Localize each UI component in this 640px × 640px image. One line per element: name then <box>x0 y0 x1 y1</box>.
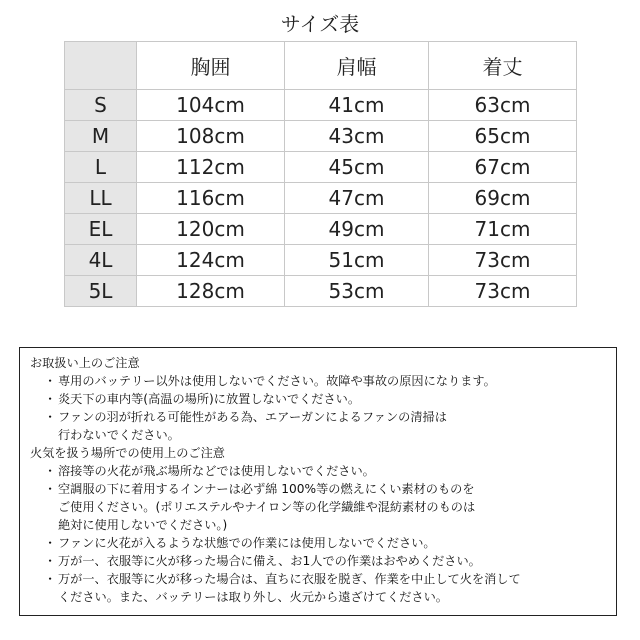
note-item-row <box>30 390 606 408</box>
length-value: 69cm <box>429 183 577 214</box>
fire-caution-list <box>30 462 606 606</box>
header-shoulder: 肩幅 <box>285 42 429 90</box>
size-label: EL <box>65 214 137 245</box>
note-item-text: ファンに火花が入るような状態での作業には使用しないでください。 <box>58 536 436 550</box>
size-label: M <box>65 121 137 152</box>
chest-value: 112cm <box>137 152 285 183</box>
bullet-icon: ・ <box>44 482 57 496</box>
size-table <box>64 41 577 307</box>
header-corner-cell <box>65 42 137 90</box>
table-row <box>65 183 577 214</box>
note-item-row <box>30 372 606 390</box>
table-row <box>65 214 577 245</box>
chest-value: 116cm <box>137 183 285 214</box>
note-item-text: ファンの羽が折れる可能性がある為、エアーガンによるファンの清掃は <box>58 410 447 424</box>
shoulder-value: 47cm <box>285 183 429 214</box>
table-header-row <box>65 42 577 90</box>
table-row <box>65 121 577 152</box>
note-item-row <box>30 534 606 552</box>
shoulder-value: 51cm <box>285 245 429 276</box>
note-item-row <box>30 462 606 480</box>
shoulder-value: 43cm <box>285 121 429 152</box>
handling-caution-list <box>30 372 606 444</box>
note-item-continuation: 行わないでください。 <box>58 428 180 442</box>
chest-value: 104cm <box>137 90 285 121</box>
size-label: L <box>65 152 137 183</box>
length-value: 73cm <box>429 245 577 276</box>
table-row <box>65 90 577 121</box>
chest-value: 108cm <box>137 121 285 152</box>
page-title: サイズ表 <box>280 12 360 36</box>
note-item-continuation: 絶対に使用しないでください。) <box>58 518 228 532</box>
note-item-row <box>30 552 606 570</box>
shoulder-value: 49cm <box>285 214 429 245</box>
size-label: 4L <box>65 245 137 276</box>
note-item-text: 溶接等の火花が飛ぶ場所などでは使用しないでください。 <box>58 464 375 478</box>
bullet-icon: ・ <box>44 536 57 550</box>
note-item-continuation: ください。また、バッテリーは取り外し、火元から遠ざけてください。 <box>58 590 448 604</box>
note-item-row <box>30 480 606 498</box>
header-chest: 胸囲 <box>137 42 285 90</box>
bullet-icon: ・ <box>44 410 57 424</box>
note-item-row <box>30 408 606 426</box>
note-item-text: 専用のバッテリー以外は使用しないでください。故障や事故の原因になります。 <box>58 374 496 388</box>
bullet-icon: ・ <box>44 464 57 478</box>
note-item-text: 炎天下の車内等(高温の場所)に放置しないでください。 <box>58 392 361 406</box>
size-label: 5L <box>65 276 137 307</box>
table-row <box>65 276 577 307</box>
note-item-continuation: ご使用ください。(ポリエステルやナイロン等の化学繊維や混紡素材のものは <box>58 500 476 514</box>
shoulder-value: 41cm <box>285 90 429 121</box>
length-value: 65cm <box>429 121 577 152</box>
chest-value: 124cm <box>137 245 285 276</box>
length-value: 63cm <box>429 90 577 121</box>
size-label: S <box>65 90 137 121</box>
note-item-text: 万が一、衣服等に火が移った場合は、直ちに衣服を脱ぎ、作業を中止して火を消して <box>58 572 521 586</box>
length-value: 67cm <box>429 152 577 183</box>
note-item-row <box>30 570 606 588</box>
size-label: LL <box>65 183 137 214</box>
bullet-icon: ・ <box>44 554 57 568</box>
chest-value: 128cm <box>137 276 285 307</box>
handling-caution-heading: お取扱い上のご注意 <box>30 356 140 370</box>
note-item-text: 万が一、衣服等に火が移った場合に備え、お1人での作業はおやめください。 <box>58 554 481 568</box>
note-item-text: 空調服の下に着用するインナーは必ず綿 100%等の燃えにくい素材のものを <box>58 482 475 496</box>
length-value: 73cm <box>429 276 577 307</box>
chest-value: 120cm <box>137 214 285 245</box>
bullet-icon: ・ <box>44 572 57 586</box>
fire-caution-heading: 火気を扱う場所での使用上のご注意 <box>30 446 225 460</box>
header-length: 着丈 <box>429 42 577 90</box>
bullet-icon: ・ <box>44 392 57 406</box>
bullet-icon: ・ <box>44 374 57 388</box>
shoulder-value: 53cm <box>285 276 429 307</box>
table-row <box>65 152 577 183</box>
table-row <box>65 245 577 276</box>
length-value: 71cm <box>429 214 577 245</box>
shoulder-value: 45cm <box>285 152 429 183</box>
caution-notes-box <box>19 347 617 616</box>
